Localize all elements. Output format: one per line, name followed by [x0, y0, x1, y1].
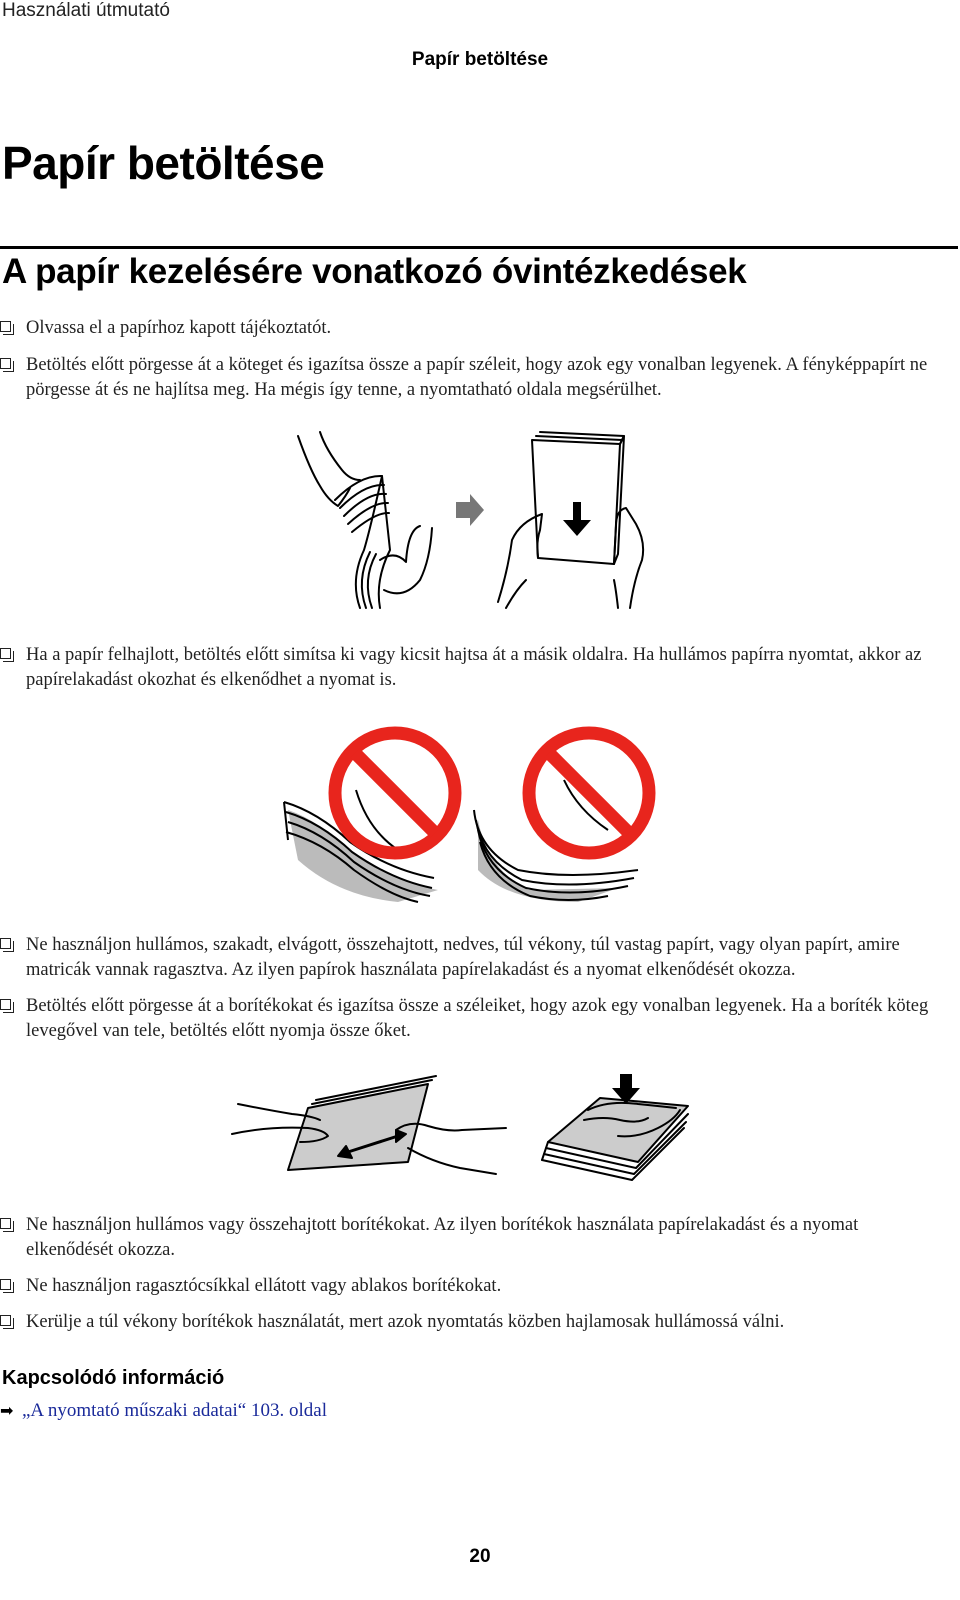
prohibited-sign-icon	[335, 733, 455, 853]
related-info-link[interactable]: ➡ „A nyomtató műszaki adatai“ 103. oldal	[0, 1400, 327, 1421]
list-item: Ne használjon hullámos, szakadt, elvágott, összehajtott, nedves, túl vékony, túl vastag papírt, vagy olyan papírt, amire matricák vannak ragasztva. Az ilyen papírok használata papírelakadást és a nyomat elkenődését okozza.	[0, 933, 950, 983]
checkbox-bullet-icon	[3, 1318, 14, 1329]
checkbox-bullet-icon	[3, 1282, 14, 1293]
fan-paper-illustration	[280, 430, 660, 620]
list-item: Olvassa el a papírhoz kapott tájékoztatót.	[0, 316, 950, 341]
checkbox-bullet-icon	[3, 1002, 14, 1013]
page-number: 20	[469, 1546, 491, 1567]
right-arrow-icon: ➡	[0, 1401, 14, 1420]
checkbox-bullet-icon	[3, 324, 14, 335]
section-header: Papír betöltése	[411, 49, 549, 70]
section-divider	[0, 246, 958, 249]
list-item: Betöltés előtt pörgesse át a köteget és igazítsa össze a papír széleit, hogy azok egy vonalban legyenek. A fényképpapírt ne pörgesse át és ne hajlítsa meg. Ha mégis így tenne, a nyomtatható oldala megsérülhet.	[0, 353, 950, 403]
prohibited-sign-icon	[529, 733, 649, 853]
running-header: Használati útmutató	[2, 0, 170, 21]
related-info-title: Kapcsolódó információ	[2, 1367, 225, 1389]
list-item: Ne használjon hullámos vagy összehajtott borítékokat. Az ilyen borítékok használata papírelakadást és a nyomat elkenődését okozza.	[0, 1213, 950, 1263]
checkbox-bullet-icon	[3, 361, 14, 372]
list-item: Ne használjon ragasztócsíkkal ellátott vagy ablakos borítékokat.	[0, 1274, 950, 1299]
curled-paper-illustration	[278, 720, 668, 910]
checkbox-bullet-icon	[3, 941, 14, 952]
checkbox-bullet-icon	[3, 1221, 14, 1232]
envelope-handling-illustration	[228, 1070, 718, 1190]
list-item: Betöltés előtt pörgesse át a borítékokat és igazítsa össze a széleiket, hogy azok egy vonalban legyenek. Ha a boríték köteg levegővel van tele, betöltés előtt nyomja össze őket.	[0, 994, 950, 1044]
list-item: Ha a papír felhajlott, betöltés előtt simítsa ki vagy kicsit hajtsa át a másik oldalra. Ha hullámos papírra nyomtat, akkor az papírelakadást okozhat és elkenődhet a nyomat is.	[0, 643, 950, 693]
page-title: Papír betöltése	[2, 137, 325, 189]
list-item: Kerülje a túl vékony borítékok használatát, mert azok nyomtatás közben hajlamosak hullámossá válni.	[0, 1310, 950, 1335]
checkbox-bullet-icon	[3, 651, 14, 662]
section-title: A papír kezelésére vonatkozó óvintézkedések	[2, 252, 747, 291]
